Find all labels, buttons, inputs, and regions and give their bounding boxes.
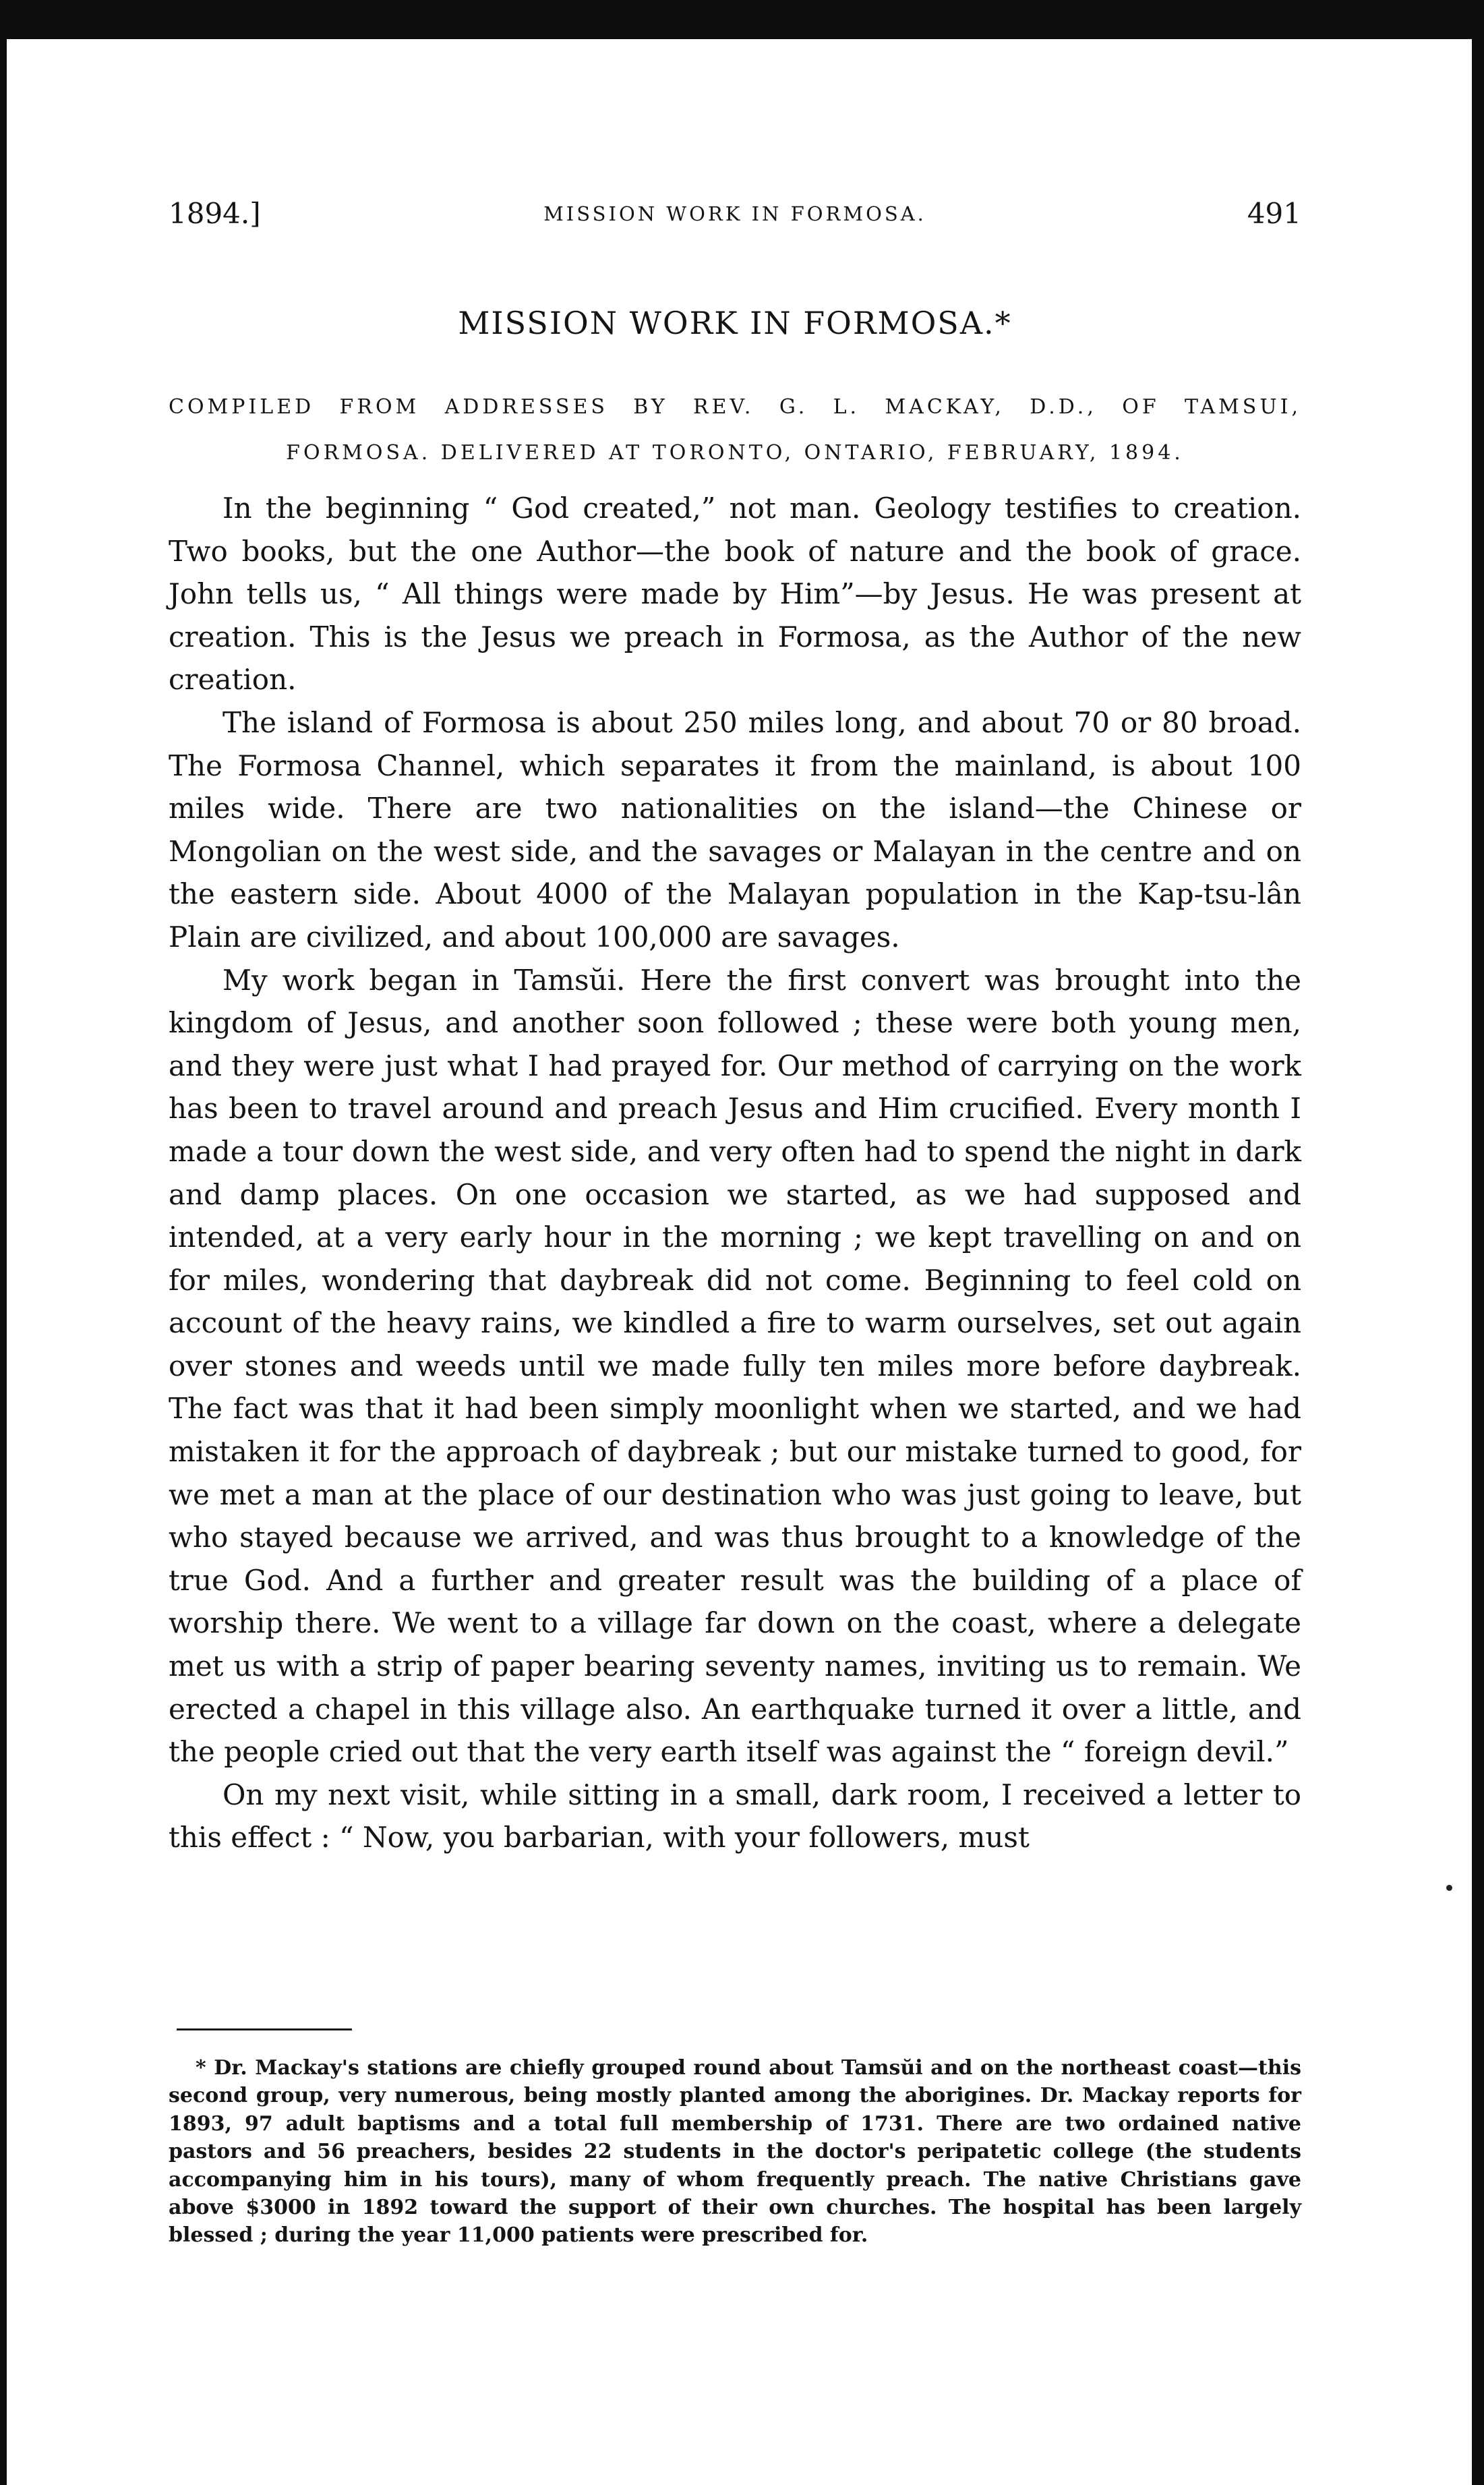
header-year: 1894.] [169, 197, 261, 230]
footnote [169, 2054, 1301, 2250]
footnote-rule [177, 2028, 352, 2030]
margin-mark [1446, 1885, 1452, 1891]
article-subtitle: COMPILED FROM ADDRESSES BY REV. G. L. MACKAY, D.D., OF TAMSUI, FORMOSA. DELIVERED AT TORONTO, ONTARIO, FEBRUARY, 1894. [169, 395, 1301, 465]
running-header [169, 197, 1301, 237]
paragraph: My work began in Tamsŭi. Here the first convert was brought into the kingdom of Jesus, and another soon followed ; these were both young men, and they were just what I had prayed for. Our method of carrying on the work has been to travel around and preach Jesus and Him crucified. Every month I made a tour down the west side, and very often had to spend the night in dark and damp places. On one occasion we started, as we had supposed and intended, at a very early hour in the morning ; we kept travelling on and on for miles, wondering that daybreak did not come. Beginning to feel cold on account of the heavy rains, we kindled a fire to warm ourselves, set out again over stones and weeds until we made fully ten miles more before daybreak. The fact was that it had been simply moonlight when we started, and we had mistaken it for the approach of daybreak ; but our mistake turned to good, for we met a man at the place of our destination who was just going to leave, but who stayed because we arrived, and was thus brought to a knowledge of the true God. And a further and greater result was the building of a place of worship there. We went to a village far down on the coast, where a delegate met us with a strip of paper bearing seventy names, inviting us to remain. We erected a chapel in this village also. An earthquake turned it over a little, and the people cried out that the very earth itself was against the “ foreign devil.” [169, 963, 1301, 1769]
paragraph: In the beginning “ God created,” not man. Geology testifies to creation. Two books, but the one Author—the book of nature and the book of grace. John tells us, “ All things were made by Him”—by Jesus. He was present at creation. This is the Jesus we preach in Formosa, as the Author of the new creation. [169, 492, 1301, 697]
page-number: 491 [1247, 197, 1301, 230]
footnote-text: * Dr. Mackay's stations are chiefly grouped round about Tamsŭi and on the northeast coast—this second group, very numerous, being mostly planted among the aborigines. Dr. Mackay reports for 1893, 97 adult baptisms and a total full membership of 1731. There are two ordained native pastors and 56 preachers, besides 22 students in the doctor's peripatetic college (the students accompanying him in his tours), many of whom frequently preach. The native Christians gave above $3000 in 1892 toward the support of their own churches. The hospital has been largely blessed ; during the year 11,000 patients were prescribed for. [169, 2056, 1301, 2248]
scan-border-left [0, 39, 7, 2485]
scan-border-top [0, 0, 1484, 39]
header-running-title: MISSION WORK IN FORMOSA. [543, 202, 926, 225]
paragraph: The island of Formosa is about 250 miles long, and about 70 or 80 broad. The Formosa Channel, which separates it from the mainland, is about 100 miles wide. There are two nationalities on the island—the Chinese or Mongolian on the west side, and the savages or Malayan in the centre and on the eastern side. About 4000 of the Malayan population in the Kap-tsu-lân Plain are civilized, and about 100,000 are savages. [169, 705, 1301, 954]
article-body [169, 487, 1301, 1859]
scan-border-right [1472, 0, 1484, 2485]
paragraph: On my next visit, while sitting in a small, dark room, I received a letter to this effect : “ Now, you barbarian, with your followers, must [169, 1778, 1301, 1854]
article-title: MISSION WORK IN FORMOSA.* [458, 305, 1012, 341]
